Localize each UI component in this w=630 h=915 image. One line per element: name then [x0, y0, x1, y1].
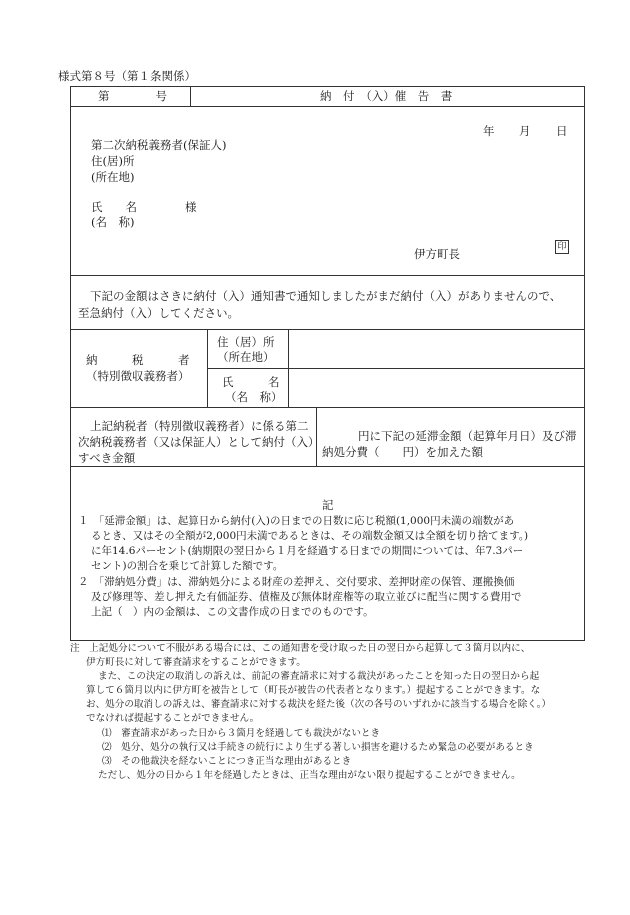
addressee-name-label: 氏 名	[91, 200, 137, 214]
taxpayer-label-sub: （特別徴収義務者）	[86, 369, 190, 383]
header-divider	[190, 86, 191, 106]
border-bottom	[70, 640, 585, 641]
addressee-bottom-line	[70, 275, 585, 276]
addressee-address-sub: (所在地)	[91, 170, 135, 184]
footnote-item-1: ⑴ 審査請求があった日から３箇月を経過しても裁決がないとき	[102, 728, 381, 739]
date-day: 日	[556, 124, 568, 138]
footnote-line-1: 注 上記処分について不服がある場合には、この通知書を受け取った日の翌日から起算して３箇月以内に、	[70, 643, 531, 654]
date-month: 月	[519, 124, 531, 138]
footnote-line-4: 算して６箇月以内に伊方町を被告として（町長が被告の代表者となります。）提起することができます。な	[86, 685, 541, 696]
notice-line-2: 至急納付（入）してください。	[78, 306, 239, 320]
notice-bottom-line	[70, 329, 585, 330]
taxpayer-address-label: 住（居）所	[217, 335, 275, 349]
date-year: 年	[483, 124, 495, 138]
amount-label-line-3: すべき金額	[78, 451, 136, 465]
border-left	[70, 86, 71, 641]
border-top	[70, 86, 585, 87]
number-label: 第 号	[98, 89, 167, 103]
footnote-line-10: ただし、処分の日から１年を経過したときは、正当な理由がない限り提起することができません。	[98, 770, 521, 781]
seal-box	[555, 240, 569, 254]
footnote-item-2: ⑵ 処分、処分の執行又は手続きの続行により生ずる著しい損害を避けるため緊急の必要があるとき	[102, 742, 534, 753]
issuer-name: 伊方町長	[414, 247, 460, 261]
footnote-line-3: また、この決定の取消しの訴えは、前記の審査請求に対する裁決があったことを知った日の翌日から起	[98, 671, 540, 682]
note-2-line-2: 及び修理等、差し押えた有価証券、債権及び無体財産権等の取立並びに配当に関する費用で	[91, 591, 522, 603]
seal-label: 印	[557, 242, 567, 252]
form-label: 様式第８号（第１条関係）	[58, 69, 196, 83]
taxpayer-mid-line	[207, 368, 585, 369]
amount-bottom-line	[70, 466, 585, 467]
note-1-line-4: セント)の割合を乗じて計算した額です。	[91, 560, 284, 572]
note-1-line-3: に年14.6パーセント(納期限の翌日から１月を経過する日までの期間については、年7.3パー	[91, 545, 524, 557]
note-2-line-1: ２ 「滞納処分費」は、滞納処分による財産の差押え、交付要求、差押財産の保管、運搬換価	[78, 576, 515, 588]
footnote-item-3: ⑶ その他裁決を経ないことにつき正当な理由があるとき	[102, 756, 352, 767]
footnote-line-2: 伊方町長に対して審査請求をすることができます。	[86, 657, 306, 668]
amount-label-line-1: 上記納税者（特別徴収義務者）に係る第二	[90, 419, 309, 433]
note-2-line-3: 上記（ ）内の金額は、この文書作成の日までのものです。	[91, 606, 374, 618]
footnote-line-5: お、処分の取消しの訴えは、審査請求に対する裁決を経た後（次の各号のいずれかに該当する場合を除く。）	[86, 699, 552, 710]
border-right	[584, 86, 585, 641]
addressee-honorific: 様	[185, 200, 197, 214]
amount-value-line-2: 納処分費（ 円）を加えた額	[322, 445, 483, 459]
taxpayer-name-sub: （名 称）	[225, 390, 283, 404]
taxpayer-address-sub: （所在地）	[217, 350, 275, 364]
footnote-line-6: でなければ提起することができません。	[86, 713, 260, 724]
amount-label-line-2: 次納税義務者（又は保証人）として納付（入）	[78, 435, 320, 449]
header-bottom-line	[70, 106, 585, 107]
notice-line-1: 下記の金額はさきに納付（入）通知書で通知しましたがまだ納付（入）がありませんので、	[90, 289, 562, 303]
amount-value-line-1: 円に下記の延滞金額（起算年月日）及び滞	[358, 429, 577, 443]
addressee-address-label: 住(居)所	[91, 154, 135, 168]
document-title: 納 付 （入）催 告 書	[320, 89, 453, 103]
addressee-name-sub: (名 称)	[91, 215, 135, 229]
addressee-role: 第二次納税義務者(保証人)	[91, 138, 227, 152]
taxpayer-name-label: 氏 名	[222, 375, 280, 389]
taxpayer-bottom-line	[70, 407, 585, 408]
note-1-line-2: るとき、又はその全額が2,000円未満であるときは、その端数金額又は全額を切り捨てます。)	[91, 530, 529, 542]
taxpayer-label: 納 税 者	[86, 353, 190, 367]
note-1-line-1: １ 「延滞金額」は、起算日から納付(入)の日までの日数に応じ税額(1,000円未満の端数があ	[78, 515, 515, 527]
notes-heading: 記	[322, 498, 334, 512]
